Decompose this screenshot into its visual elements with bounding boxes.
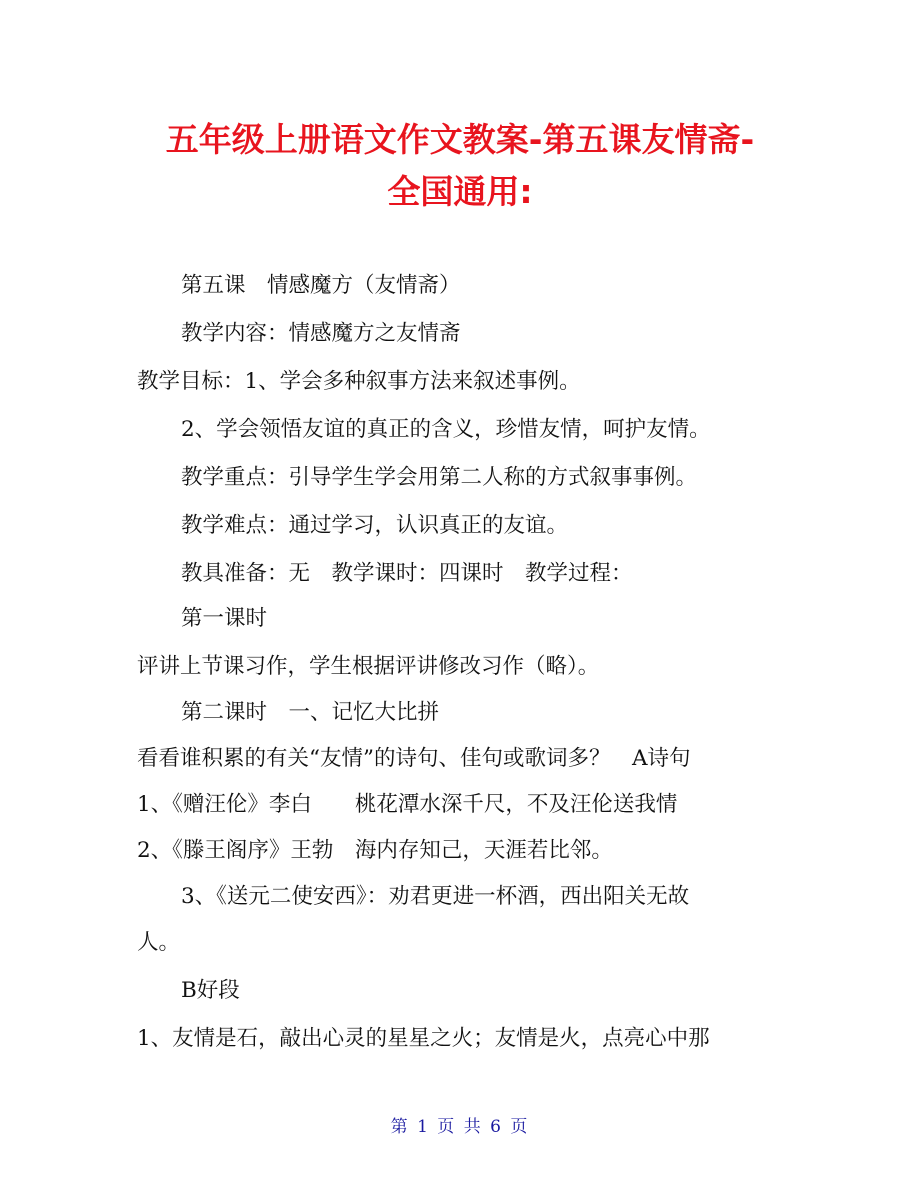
first-lesson-text: 评讲上节课习作，学生根据评讲修改习作（略）。	[137, 654, 600, 679]
good-paragraph-heading: B好段	[181, 978, 240, 1003]
good-paragraph-item-1: 1、友情是石，敲出心灵的星星之火；友情是火，点亮心中那	[137, 1026, 710, 1051]
page-footer: 第 1 页 共 6 页	[390, 1117, 530, 1137]
document-title-line-2: 全国通用:	[387, 172, 533, 211]
second-lesson-heading: 第二课时 一、记忆大比拼	[181, 700, 440, 725]
lesson-heading: 第五课 情感魔方（友情斋）	[181, 273, 461, 298]
teaching-content: 教学内容：情感魔方之友情斋	[181, 321, 461, 346]
teaching-preparation: 教具准备：无 教学课时：四课时 教学过程：	[181, 561, 633, 586]
teaching-goal-2: 2、学会领悟友谊的真正的含义，珍惜友情，呵护友情。	[181, 417, 711, 442]
teaching-focus: 教学重点：引导学生学会用第二人称的方式叙事事例。	[181, 465, 698, 490]
memory-challenge-text: 看看谁积累的有关“友情”的诗句、佳句或歌词多？ A诗句	[137, 746, 691, 771]
document-title-line-1: 五年级上册语文作文教案-第五课友情斋-	[165, 120, 755, 159]
poem-item-3: 3、《送元二使安西》：劝君更进一杯酒，西出阳关无故	[181, 884, 690, 909]
poem-item-1: 1、《赠汪伦》李白 桃花潭水深千尺，不及汪伦送我情	[137, 792, 678, 817]
first-lesson-heading: 第一课时	[181, 606, 268, 631]
teaching-goal-1: 教学目标：1、学会多种叙事方法来叙述事例。	[137, 369, 581, 394]
poem-item-3-continued: 人。	[137, 930, 181, 955]
teaching-difficulty: 教学难点：通过学习，认识真正的友谊。	[181, 513, 569, 538]
poem-item-2: 2、《滕王阁序》王勃 海内存知己，天涯若比邻。	[137, 838, 613, 863]
